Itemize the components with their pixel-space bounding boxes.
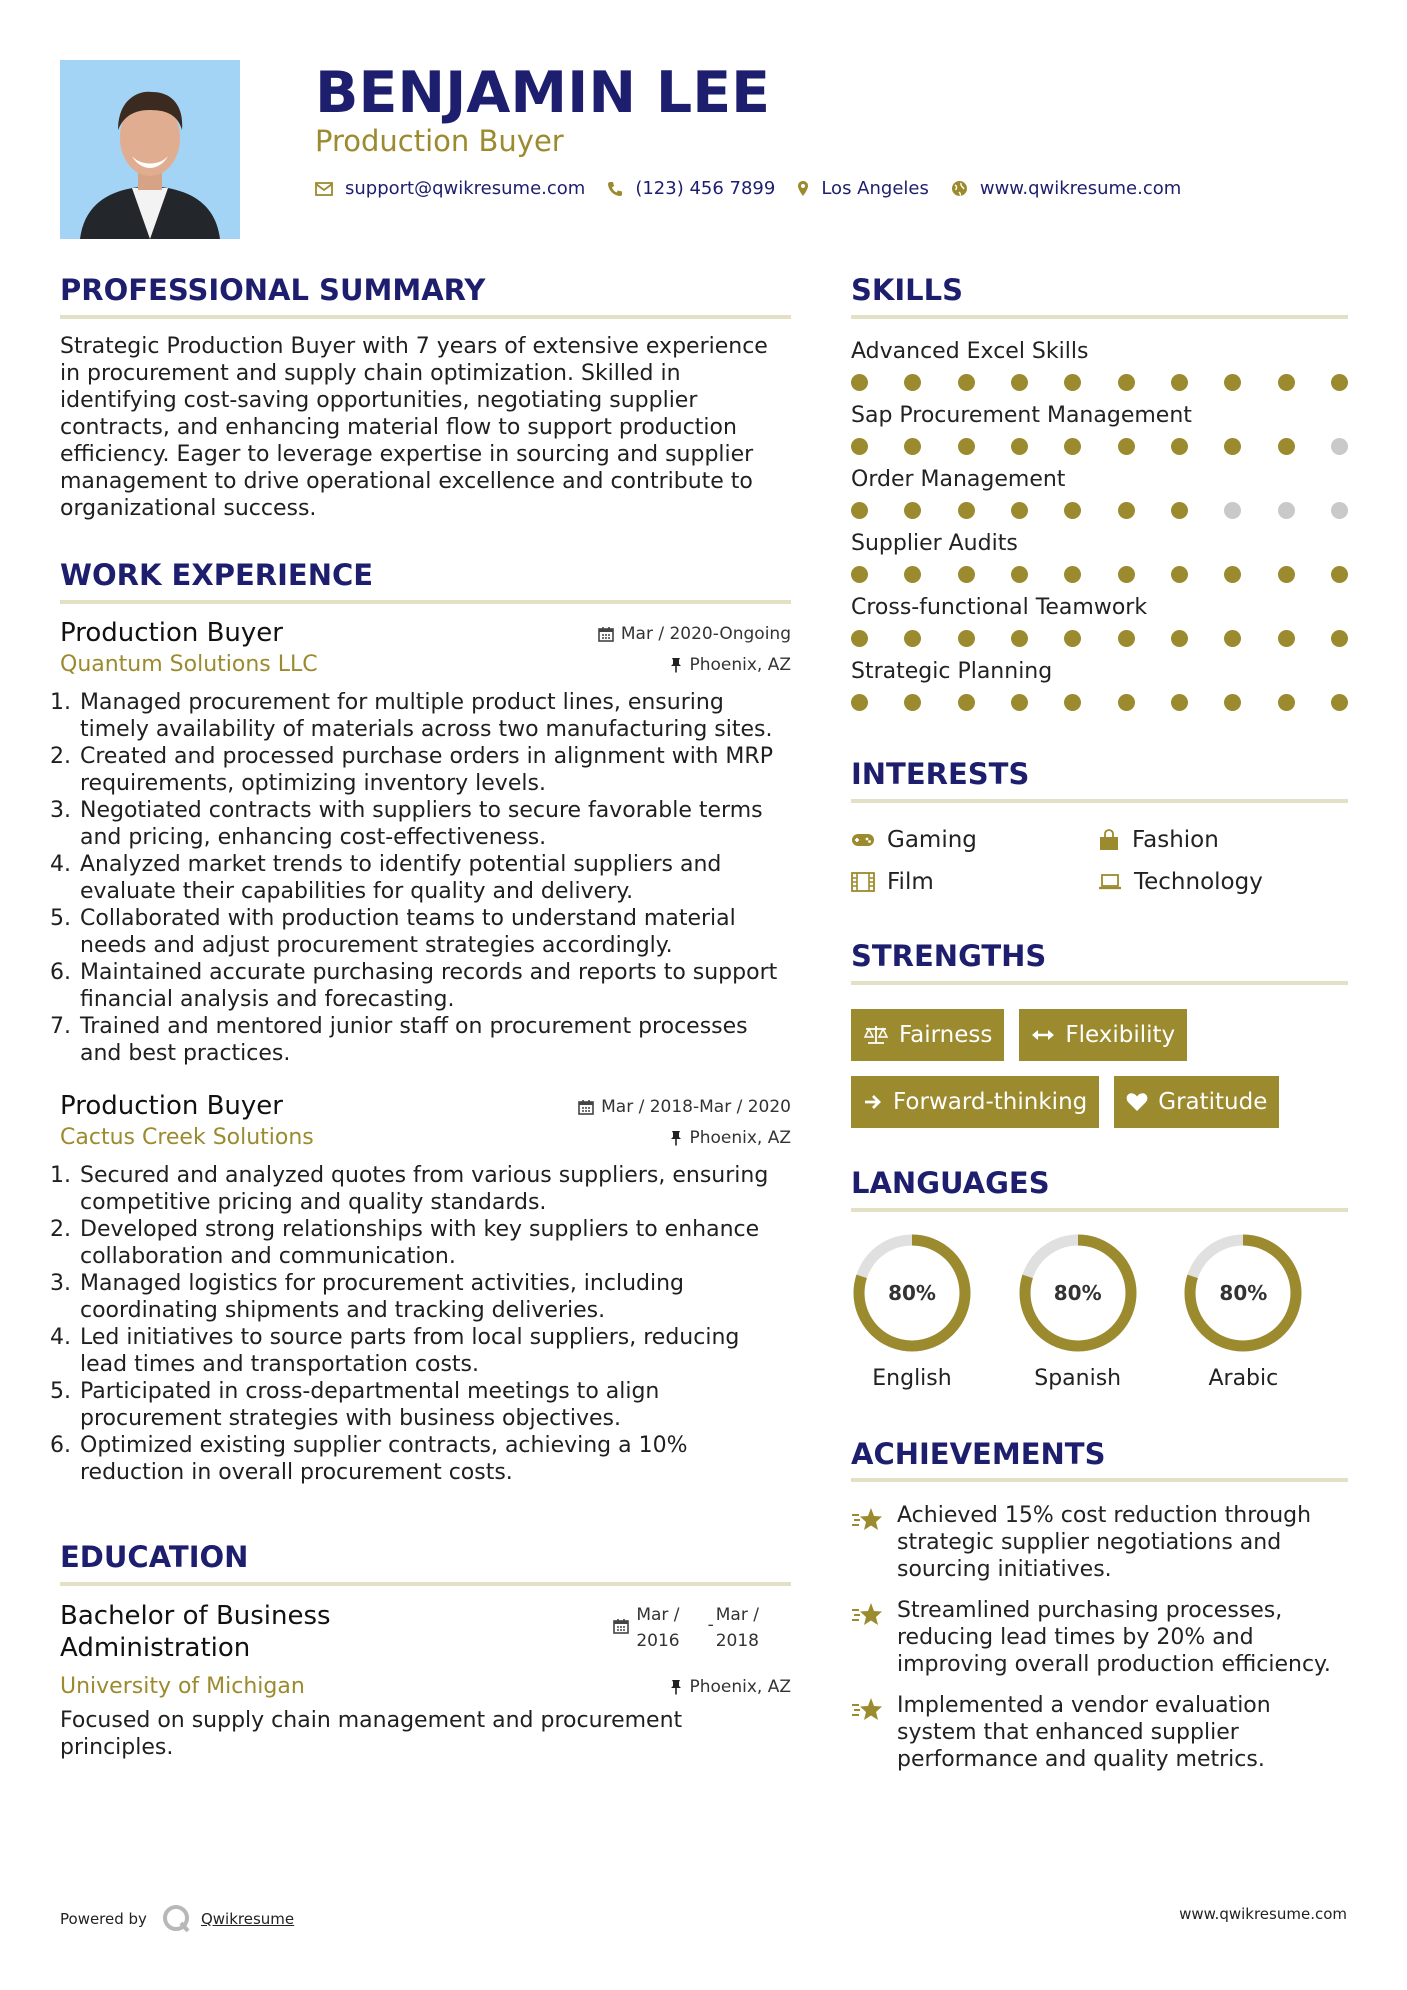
rating-dot-filled xyxy=(1011,374,1028,391)
rating-dot-filled xyxy=(1171,566,1188,583)
footer-powered-by xyxy=(60,1903,294,1935)
rating-dot-filled xyxy=(958,694,975,711)
language-percent: 80% xyxy=(1053,1280,1102,1305)
interest-item xyxy=(1098,827,1348,853)
envelope-icon xyxy=(315,182,333,196)
skill-rating xyxy=(851,374,1348,391)
strength-label: Forward-thinking xyxy=(893,1088,1088,1115)
experience-section xyxy=(60,557,791,1486)
rating-dot-filled xyxy=(1278,566,1295,583)
strength-chip xyxy=(851,1076,1099,1128)
rating-dot-empty xyxy=(1278,502,1295,519)
rating-dot-filled xyxy=(958,630,975,647)
rating-dot-filled xyxy=(1118,694,1135,711)
achievement-item xyxy=(851,1597,1348,1678)
rating-dot-filled xyxy=(958,566,975,583)
contact-email[interactable] xyxy=(315,178,585,199)
interest-label: Film xyxy=(887,868,934,895)
skill-rating xyxy=(851,438,1348,455)
calendar-icon xyxy=(613,1618,629,1634)
profile-photo xyxy=(60,60,240,239)
job-dates-text: Mar / 2020-Ongoing xyxy=(620,623,791,644)
rating-dot-filled xyxy=(1278,374,1295,391)
language-name: Spanish xyxy=(1034,1365,1122,1391)
pin-icon xyxy=(670,1130,682,1146)
strengths-heading: STRENGTHS xyxy=(851,941,1348,985)
brand-link[interactable]: Qwikresume xyxy=(200,1910,295,1928)
rating-dot-filled xyxy=(904,566,921,583)
date-dash: - xyxy=(707,1614,714,1635)
job-dates xyxy=(598,624,791,644)
summary-heading: PROFESSIONAL SUMMARY xyxy=(60,275,791,319)
heart-icon xyxy=(1126,1092,1148,1112)
skill-rating xyxy=(851,502,1348,519)
bullet-item: 3. Negotiated contracts with suppliers to secure favorable terms and pricing, enhancing cost-effectiveness. xyxy=(78,797,791,851)
rating-dot-filled xyxy=(904,630,921,647)
language-item xyxy=(1182,1232,1348,1391)
education-location xyxy=(670,1677,791,1697)
contact-location xyxy=(797,178,929,199)
rating-dot-filled xyxy=(1224,566,1241,583)
rating-dot-filled xyxy=(851,438,868,455)
language-percent: 80% xyxy=(888,1280,936,1305)
achievement-text: Streamlined purchasing processes, reducing lead times by 20% and improving overall production efficiency. xyxy=(897,1598,1331,1678)
rating-dot-filled xyxy=(904,502,921,519)
rating-dot-filled xyxy=(851,694,868,711)
scale-icon xyxy=(863,1024,889,1046)
rating-dot-filled xyxy=(1171,374,1188,391)
bullet-item: 5. Participated in cross-departmental meetings to align procurement strategies with business objectives. xyxy=(78,1378,791,1432)
language-progress xyxy=(1182,1232,1304,1354)
powered-by-text: Powered by xyxy=(60,1910,147,1928)
skill-name: Sap Procurement Management xyxy=(851,402,1192,428)
phone-icon xyxy=(607,181,623,197)
job-location xyxy=(670,655,791,675)
rating-dot-filled xyxy=(1171,502,1188,519)
skill-name: Order Management xyxy=(851,466,1066,492)
rating-dot-filled xyxy=(1118,374,1135,391)
rating-dot-filled xyxy=(851,630,868,647)
education-dates xyxy=(613,1602,791,1654)
job-title: Production Buyer xyxy=(60,617,283,648)
bullet-item: 3. Managed logistics for procurement activities, including coordinating shipments and tracking deliveries. xyxy=(78,1270,791,1324)
achievements-list xyxy=(851,1502,1348,1773)
job-entry xyxy=(60,618,791,1067)
skill-name: Strategic Planning xyxy=(851,658,1053,684)
rating-dot-filled xyxy=(1278,630,1295,647)
rating-dot-filled xyxy=(1278,694,1295,711)
email-text: support@qwikresume.com xyxy=(345,178,586,199)
person-portrait-icon xyxy=(60,60,240,239)
start-month: Mar / xyxy=(636,1604,680,1625)
rating-dot-filled xyxy=(1224,374,1241,391)
left-column xyxy=(60,275,791,1761)
interest-label: Gaming xyxy=(887,826,977,853)
bullet-item: 2. Developed strong relationships with key suppliers to enhance collaboration and communication. xyxy=(78,1216,791,1270)
achievements-section xyxy=(851,1436,1348,1774)
arrow-right-icon xyxy=(863,1093,883,1111)
rating-dot-filled xyxy=(1171,630,1188,647)
rating-dot-filled xyxy=(1064,566,1081,583)
map-marker-icon xyxy=(797,180,809,197)
star-badge-icon xyxy=(851,1506,884,1532)
rating-dot-filled xyxy=(1064,438,1081,455)
start-year: 2016 xyxy=(636,1630,680,1651)
end-month: Mar / xyxy=(715,1604,759,1625)
end-year: 2018 xyxy=(715,1630,759,1651)
education-description: Focused on supply chain management and procurement principles. xyxy=(60,1707,683,1760)
rating-dot-empty xyxy=(1224,502,1241,519)
rating-dot-filled xyxy=(851,566,868,583)
job-dates xyxy=(578,1097,791,1117)
languages-section xyxy=(851,1165,1348,1391)
rating-dot-filled xyxy=(958,502,975,519)
footer-website[interactable]: www.qwikresume.com xyxy=(1179,1905,1347,1923)
interest-label: Technology xyxy=(1134,868,1263,895)
rating-dot-filled xyxy=(958,438,975,455)
strength-chip xyxy=(1019,1009,1187,1061)
education-end xyxy=(716,1602,759,1654)
rating-dot-filled xyxy=(1064,694,1081,711)
degree-line-2: Administration xyxy=(60,1632,251,1663)
rating-dot-filled xyxy=(958,374,975,391)
rating-dot-filled xyxy=(1011,566,1028,583)
rating-dot-filled xyxy=(1118,566,1135,583)
rating-dot-filled xyxy=(1064,502,1081,519)
bullet-item: 1. Managed procurement for multiple product lines, ensuring timely availability of materials across two manufacturing sites. xyxy=(78,689,791,743)
gamepad-icon xyxy=(851,832,875,848)
language-item xyxy=(851,1232,1017,1391)
interest-item xyxy=(851,869,1098,895)
interest-item xyxy=(1098,869,1348,895)
location-text: Los Angeles xyxy=(821,178,929,199)
company-name: Quantum Solutions LLC xyxy=(60,651,318,677)
school-name: University of Michigan xyxy=(60,1673,305,1699)
interests-list xyxy=(851,827,1348,895)
rating-dot-filled xyxy=(1224,630,1241,647)
rating-dot-filled xyxy=(1224,694,1241,711)
job-title: Production Buyer xyxy=(60,1090,283,1121)
rating-dot-filled xyxy=(1064,374,1081,391)
pin-icon xyxy=(670,657,682,673)
skill-rating xyxy=(851,694,1348,711)
strength-chip xyxy=(1114,1076,1279,1128)
education-section xyxy=(60,1539,791,1761)
skill-item xyxy=(851,339,1348,391)
language-progress xyxy=(1017,1232,1139,1354)
rating-dot-filled xyxy=(1331,630,1348,647)
bullet-item: 6. Optimized existing supplier contracts, achieving a 10% reduction in overall procurement costs. xyxy=(78,1432,791,1486)
phone-text: (123) 456 7899 xyxy=(635,178,776,199)
skill-item xyxy=(851,659,1348,711)
achievement-text: Achieved 15% cost reduction through strategic supplier negotiations and sourcing initiatives. xyxy=(897,1503,1312,1583)
job-location xyxy=(670,1128,791,1148)
interests-heading: INTERESTS xyxy=(851,759,1348,803)
languages-heading: LANGUAGES xyxy=(851,1168,1348,1212)
bullet-item: 7. Trained and mentored junior staff on procurement processes and best practices. xyxy=(78,1013,791,1067)
summary-text: Strategic Production Buyer with 7 years of extensive experience in procurement and supply chain optimization. Skilled in identifying cost-saving opportunities, negotiating supplier contracts, and enhancing material flow to support production efficiency. Eager to leverage expertise in sourcing and supplier management to drive operational excellence and contribute to organizational success. xyxy=(60,333,768,521)
skills-list xyxy=(851,339,1348,711)
rating-dot-filled xyxy=(1331,694,1348,711)
skill-name: Cross-functional Teamwork xyxy=(851,594,1148,620)
globe-icon xyxy=(951,180,968,197)
job-bullets xyxy=(60,1162,791,1486)
arrows-horizontal-icon xyxy=(1031,1028,1055,1042)
achievement-text: Implemented a vendor evaluation system that enhanced supplier performance and quality metrics. xyxy=(897,1693,1271,1773)
rating-dot-filled xyxy=(904,694,921,711)
language-name: Arabic xyxy=(1208,1365,1279,1391)
rating-dot-filled xyxy=(1064,630,1081,647)
job-location-text: Phoenix, AZ xyxy=(689,1127,791,1148)
film-icon xyxy=(851,872,875,892)
contact-bar xyxy=(315,178,1203,199)
candidate-name: BENJAMIN LEE xyxy=(315,60,771,126)
skill-rating xyxy=(851,630,1348,647)
languages-list xyxy=(851,1232,1348,1391)
strengths-section xyxy=(851,938,1348,1128)
strength-chip xyxy=(851,1009,1004,1061)
company-name: Cactus Creek Solutions xyxy=(60,1124,314,1150)
rating-dot-filled xyxy=(1278,438,1295,455)
interest-label: Fashion xyxy=(1132,826,1219,853)
rating-dot-filled xyxy=(851,502,868,519)
website-text: www.qwikresume.com xyxy=(979,178,1182,199)
star-badge-icon xyxy=(851,1601,884,1627)
education-start xyxy=(636,1602,679,1654)
skill-item xyxy=(851,467,1348,519)
achievement-item xyxy=(851,1692,1348,1773)
rating-dot-filled xyxy=(1331,566,1348,583)
skill-item xyxy=(851,403,1348,455)
job-entry xyxy=(60,1091,791,1486)
bullet-item: 5. Collaborated with production teams to understand material needs and adjust procurement strategies accordingly. xyxy=(78,905,791,959)
rating-dot-filled xyxy=(1224,438,1241,455)
rating-dot-empty xyxy=(1331,438,1348,455)
language-item xyxy=(1017,1232,1183,1391)
rating-dot-filled xyxy=(1171,438,1188,455)
laptop-icon xyxy=(1098,873,1122,891)
language-name: English xyxy=(872,1365,952,1391)
job-location-text: Phoenix, AZ xyxy=(689,654,791,675)
experience-heading: WORK EXPERIENCE xyxy=(60,560,791,604)
rating-dot-filled xyxy=(1011,438,1028,455)
rating-dot-filled xyxy=(1171,694,1188,711)
skill-item xyxy=(851,531,1348,583)
contact-website[interactable] xyxy=(951,178,1181,199)
achievement-item xyxy=(851,1502,1348,1583)
strength-label: Gratitude xyxy=(1158,1088,1268,1115)
rating-dot-filled xyxy=(851,374,868,391)
contact-phone[interactable] xyxy=(607,178,775,199)
qwikresume-logo-icon xyxy=(161,1903,193,1935)
rating-dot-filled xyxy=(1118,502,1135,519)
education-heading: EDUCATION xyxy=(60,1542,791,1586)
strength-label: Flexibility xyxy=(1065,1021,1176,1048)
rating-dot-filled xyxy=(1011,694,1028,711)
strengths-list xyxy=(851,1009,1348,1128)
skill-item xyxy=(851,595,1348,647)
shopping-bag-icon xyxy=(1098,829,1120,851)
job-bullets xyxy=(60,689,791,1067)
interest-item xyxy=(851,827,1098,853)
rating-dot-filled xyxy=(1118,438,1135,455)
skill-name: Advanced Excel Skills xyxy=(851,338,1089,364)
language-percent: 80% xyxy=(1219,1280,1268,1305)
skill-name: Supplier Audits xyxy=(851,530,1018,556)
summary-section xyxy=(60,275,791,522)
star-badge-icon xyxy=(851,1696,884,1722)
education-location-text: Phoenix, AZ xyxy=(689,1676,791,1697)
skill-rating xyxy=(851,566,1348,583)
strength-label: Fairness xyxy=(899,1021,993,1048)
job-dates-text: Mar / 2018-Mar / 2020 xyxy=(601,1096,791,1117)
degree-title xyxy=(60,1600,331,1664)
right-column xyxy=(851,275,1348,1787)
candidate-role: Production Buyer xyxy=(315,124,564,158)
bullet-item: 4. Analyzed market trends to identify potential suppliers and evaluate their capabilities for quality and delivery. xyxy=(78,851,791,905)
bullet-item: 6. Maintained accurate purchasing records and reports to support financial analysis and forecasting. xyxy=(78,959,791,1013)
rating-dot-filled xyxy=(1011,502,1028,519)
interests-section xyxy=(851,756,1348,895)
calendar-icon xyxy=(598,626,614,642)
skills-section xyxy=(851,275,1348,711)
rating-dot-filled xyxy=(1331,374,1348,391)
bullet-item: 1. Secured and analyzed quotes from various suppliers, ensuring competitive pricing and quality standards. xyxy=(78,1162,791,1216)
rating-dot-filled xyxy=(1118,630,1135,647)
calendar-icon xyxy=(578,1099,594,1115)
language-progress xyxy=(851,1232,973,1354)
achievements-heading: ACHIEVEMENTS xyxy=(851,1439,1348,1483)
bullet-item: 2. Created and processed purchase orders in alignment with MRP requirements, optimizing inventory levels. xyxy=(78,743,791,797)
rating-dot-filled xyxy=(904,374,921,391)
rating-dot-filled xyxy=(1011,630,1028,647)
rating-dot-filled xyxy=(904,438,921,455)
pin-icon xyxy=(670,1679,682,1695)
rating-dot-empty xyxy=(1331,502,1348,519)
skills-heading: SKILLS xyxy=(851,275,1348,319)
bullet-item: 4. Led initiatives to source parts from local suppliers, reducing lead times and transportation costs. xyxy=(78,1324,791,1378)
degree-line-1: Bachelor of Business xyxy=(60,1600,331,1631)
